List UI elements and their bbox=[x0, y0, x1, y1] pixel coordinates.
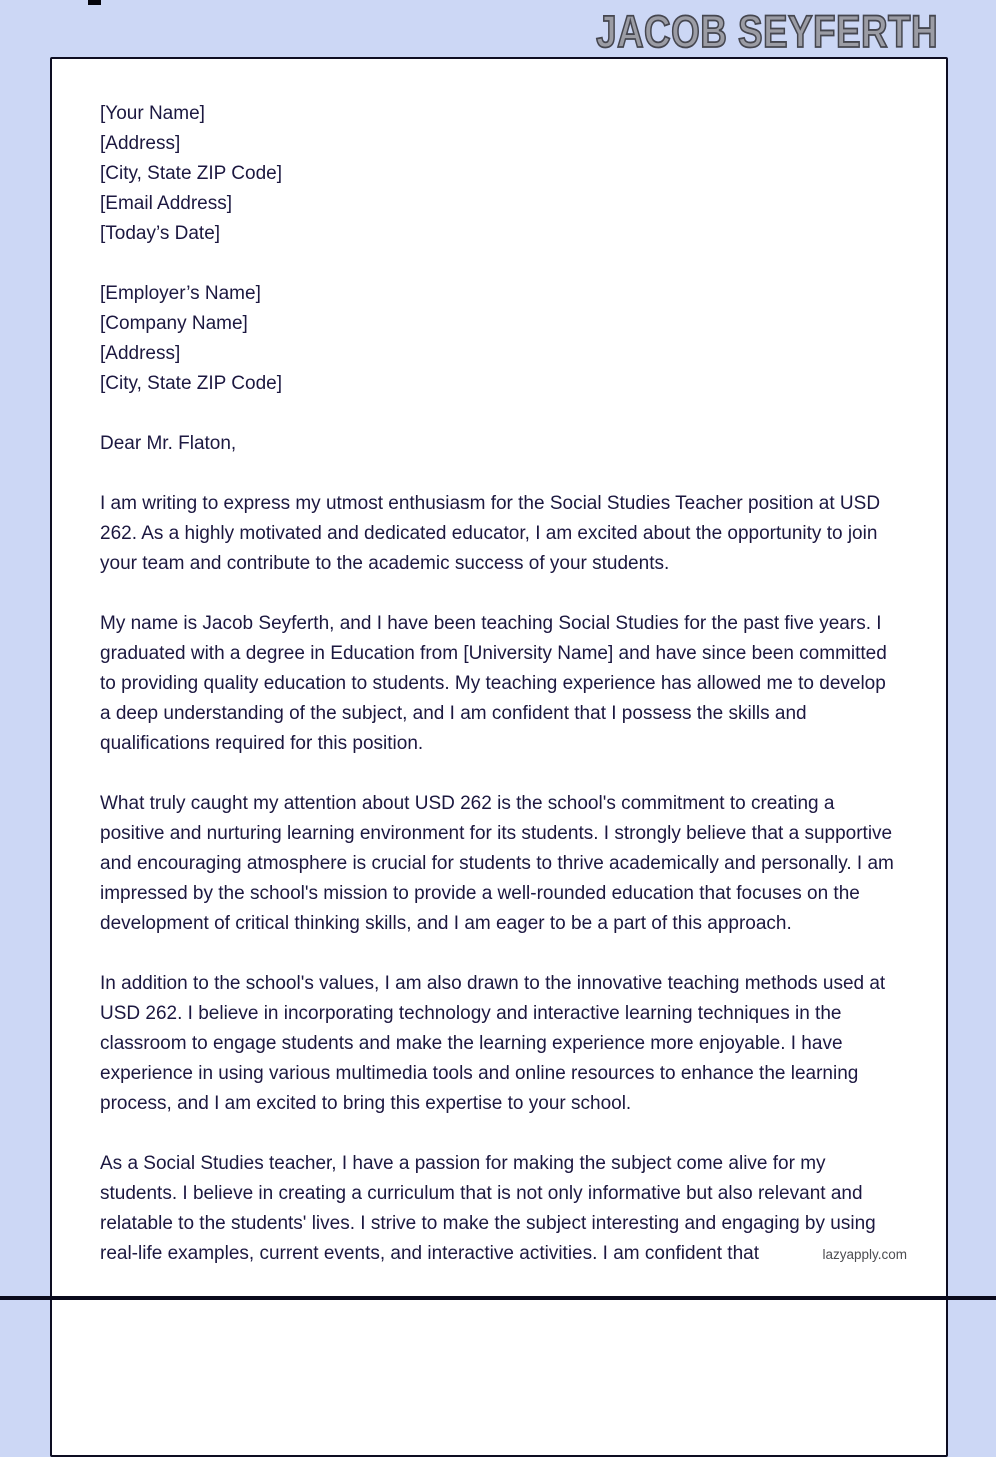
watermark: lazyapply.com bbox=[822, 1247, 907, 1262]
recipient-line: [Company Name] bbox=[100, 313, 248, 334]
letter-paragraph-intro: I am writing to express my utmost enthusiasm for the Social Studies Teacher position at USD 262. As a highly motivated and dedicated educator, I am excited about the opportunity to join your team and contribute to the academic success of your students. bbox=[100, 493, 881, 574]
sender-line: [Email Address] bbox=[100, 193, 232, 214]
recipient-line: [Address] bbox=[100, 343, 181, 364]
page-header bbox=[521, 8, 938, 56]
recipient-line: [City, State ZIP Code] bbox=[100, 373, 282, 394]
salutation: Dear Mr. Flaton, bbox=[100, 433, 237, 454]
sender-line: [Today’s Date] bbox=[100, 223, 221, 244]
sender-line: [City, State ZIP Code] bbox=[100, 163, 282, 184]
top-edge-mark bbox=[88, 0, 101, 5]
sender-line: [Address] bbox=[100, 133, 181, 154]
sender-line: [Your Name] bbox=[100, 103, 205, 124]
recipient-address-block bbox=[100, 279, 898, 399]
letter-paragraph-teaching-methods: In addition to the school's values, I am also drawn to the innovative teaching methods used at USD 262. I believe in incorporating technology and interactive learning techniques in the classroom to engage students and make the learning experience more enjoyable. I have experience in using various multimedia tools and online resources to enhance the learning process, and I am excited to bring this expertise to your school. bbox=[100, 973, 886, 1114]
cover-letter-document bbox=[50, 57, 948, 1457]
page-title: JACOB SEYFERTH bbox=[596, 6, 938, 57]
letter-paragraph-background: My name is Jacob Seyferth, and I have been teaching Social Studies for the past five years. I graduated with a degree in Education from [University Name] and have since been committed to providing quality education to students. My teaching experience has allowed me to develop a deep understanding of the subject, and I am confident that I possess the skills and qualifications required for this position. bbox=[100, 613, 887, 754]
sender-address-block bbox=[100, 99, 898, 249]
letter-paragraph-passion: As a Social Studies teacher, I have a passion for making the subject come alive for my students. I believe in creating a curriculum that is not only informative but also relevant and relatable to the students' lives. I strive to make the subject interesting and engaging by using real-life examples, current events, and interactive activities. I am confident that bbox=[100, 1153, 876, 1264]
recipient-line: [Employer’s Name] bbox=[100, 283, 261, 304]
letter-paragraph-school-values: What truly caught my attention about USD 262 is the school's commitment to creating a positive and nurturing learning environment for its students. I strongly believe that a supportive and encouraging atmosphere is crucial for students to thrive academically and personally. I am impressed by the school's mission to provide a well-rounded education that focuses on the development of critical thinking skills, and I am eager to be a part of this approach. bbox=[100, 793, 894, 934]
bottom-edge bbox=[0, 1296, 996, 1300]
